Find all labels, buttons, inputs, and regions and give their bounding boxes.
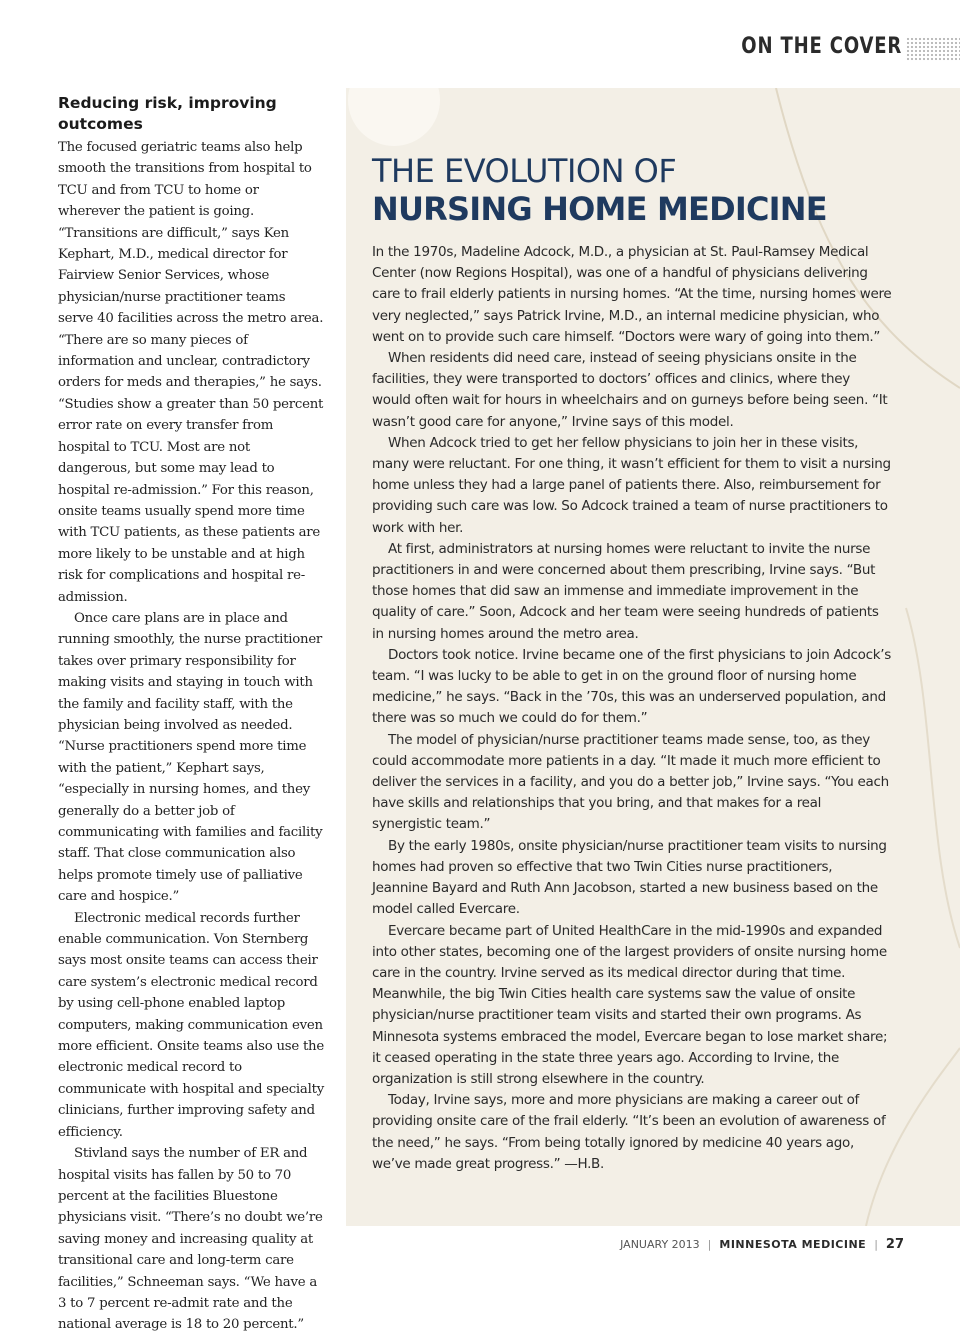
main-article-column — [58, 93, 324, 1336]
issue-date: JANUARY 2013 — [620, 1238, 700, 1251]
sidebar-paragraph: When residents did need care, instead of seeing physicians onsite in the facilities, they were transported to doctors’ offices and clinics, where they would often wait for hours in wheelchairs and on gurneys before being seen. “It wasn’t good care for anyone,” Irvine says of this model. — [372, 350, 888, 430]
sidebar-box — [346, 88, 960, 1226]
footer-separator: | — [874, 1238, 878, 1251]
header-dot-pattern — [906, 37, 960, 61]
sidebar-body — [372, 242, 892, 1175]
section-subhead: Reducing risk, improving outcomes — [58, 94, 277, 133]
section-label: ON THE COVER — [741, 34, 902, 59]
sidebar-title-line1: THE EVOLUTION OF — [372, 152, 677, 190]
article-paragraph: Once care plans are in place and running smoothly, the nurse practitioner takes over primary responsibility for making visits and staying in touch with the family and facility staff, with the physician being involved as needed. “Nurse practitioners spend more time with the patient,” Kephart says, “especially in nursing homes, and they generally do a better job of communicating with families and facility staff. That close communication also helps promote timely use of palliative care and hospice.” — [58, 610, 323, 905]
sidebar-paragraph: By the early 1980s, onsite physician/nurse practitioner team visits to nursing homes had proven so effective that two Twin Cities nurse practitioners, Jeannine Bayard and Ruth Ann Jacobson, started a new business based on the model called Evercare. — [372, 837, 887, 918]
sidebar-paragraph: Doctors took notice. Irvine became one of the first physicians to join Adcock’s team. “I was lucky to be able to get in on the ground floor of nursing home medicine,” he says. “Back in the ’70s, this was an underserved population, and there was so much we could do for them.” — [372, 646, 891, 727]
sidebar-paragraph: The model of physician/nurse practitioner teams made sense, too, as they could accommodate more patients in a day. “It made it much more efficient to deliver the services in a facility, and you do a better job,” Irvine says. “You each have skills and relationships that you bring, and that makes for a real synergistic team.” — [372, 731, 889, 833]
sidebar-paragraph: At first, administrators at nursing homes were reluctant to invite the nurse practitioners in and were concerned about them prescribing, Irvine says. “But those homes that did saw an immense and immediate improvement in the quality of care.” Soon, Adcock and her team were seeing hundreds of patients in nursing homes around the metro area. — [372, 540, 879, 642]
sidebar-paragraph: Evercare became part of United HealthCare in the mid-1990s and expanded into other states, becoming one of the largest providers of onsite nursing home care in the country. Irvine served as its medical director during that time. Meanwhile, the big Twin Cities health care systems saw the value of onsite physician/nurse practitioner team visits and started their own programs. As Minnesota systems embraced the model, Evercare began to lose market share; it ceased operating in the state three years ago. According to Irvine, the organization is still strong elsewhere in the country. — [372, 922, 888, 1087]
sidebar-title-line2: NURSING HOME MEDICINE — [372, 190, 827, 228]
article-paragraph: Stivland says the number of ER and hospital visits has fallen by 50 to 70 percent at the facilities Bluestone physicians visit. “There’s no doubt we’re saving money and increasing quality at transitional care and long-term care facilities,” Schneeman says. “We have a 3 to 7 percent re-admit rate and the national average is 18 to 20 percent.” — [58, 1146, 323, 1333]
page-number: 27 — [885, 1237, 904, 1252]
sidebar-paragraph: Today, Irvine says, more and more physicians are making a career out of providing onsite care of the frail elderly. “It’s been an evolution of awareness of the need,” he says. “From being totally ignored by medicine 40 years ago, we’ve made great progress.” —H.B. — [372, 1092, 886, 1172]
main-article-body — [58, 137, 324, 1336]
page-footer — [620, 1237, 904, 1252]
article-paragraph: The focused geriatric teams also help smooth the transitions from hospital to TCU and from TCU to home or wherever the patient is going. “Transitions are difficult,” says Ken Kephart, M.D., medical director for Fairview Senior Services, whose physician/nurse practitioner teams serve 40 facilities across the metro area. “There are so many pieces of information and unclear, contradictory orders for meds and therapies,” he says. “Studies show a greater than 50 percent error rate on every transfer from hospital to TCU. Most are not dangerous, but some may lead to hospital re-admission.” For this reason, onsite teams usually spend more time with TCU patients, as these patients are more likely to be unstable and at high risk for complications and hospital re-admission. — [58, 140, 324, 605]
footer-separator: | — [707, 1238, 712, 1251]
article-paragraph: Electronic medical records further enable communication. Von Sternberg says most onsite teams can access their care system’s electronic medical record by using cell-phone enabled laptop computers, making communication even more efficient. Onsite teams also use the electronic medical record to communicate with hospital and specialty clinicians, further improving safety and efficiency. — [58, 910, 324, 1140]
sidebar-paragraph: When Adcock tried to get her fellow physicians to join her in these visits, many were reluctant. For one thing, it wasn’t efficient for them to visit a nursing home unless they had a large panel of patients there. Also, reimbursement for providing such care was low. So Adcock trained a team of nurse practitioners to work with her. — [372, 434, 891, 536]
magazine-name: MINNESOTA MEDICINE — [719, 1238, 867, 1251]
sidebar-paragraph: In the 1970s, Madeline Adcock, M.D., a physician at St. Paul-Ramsey Medical Center (now Regions Hospital), was one of a handful of physicians delivering care to frail elderly patients in nursing homes. “At the time, nursing homes were very neglected,” says Patrick Irvine, M.D., an internal medicine physician, who went on to provide such care himself. “Doctors were wary of going into them.” — [372, 244, 892, 345]
